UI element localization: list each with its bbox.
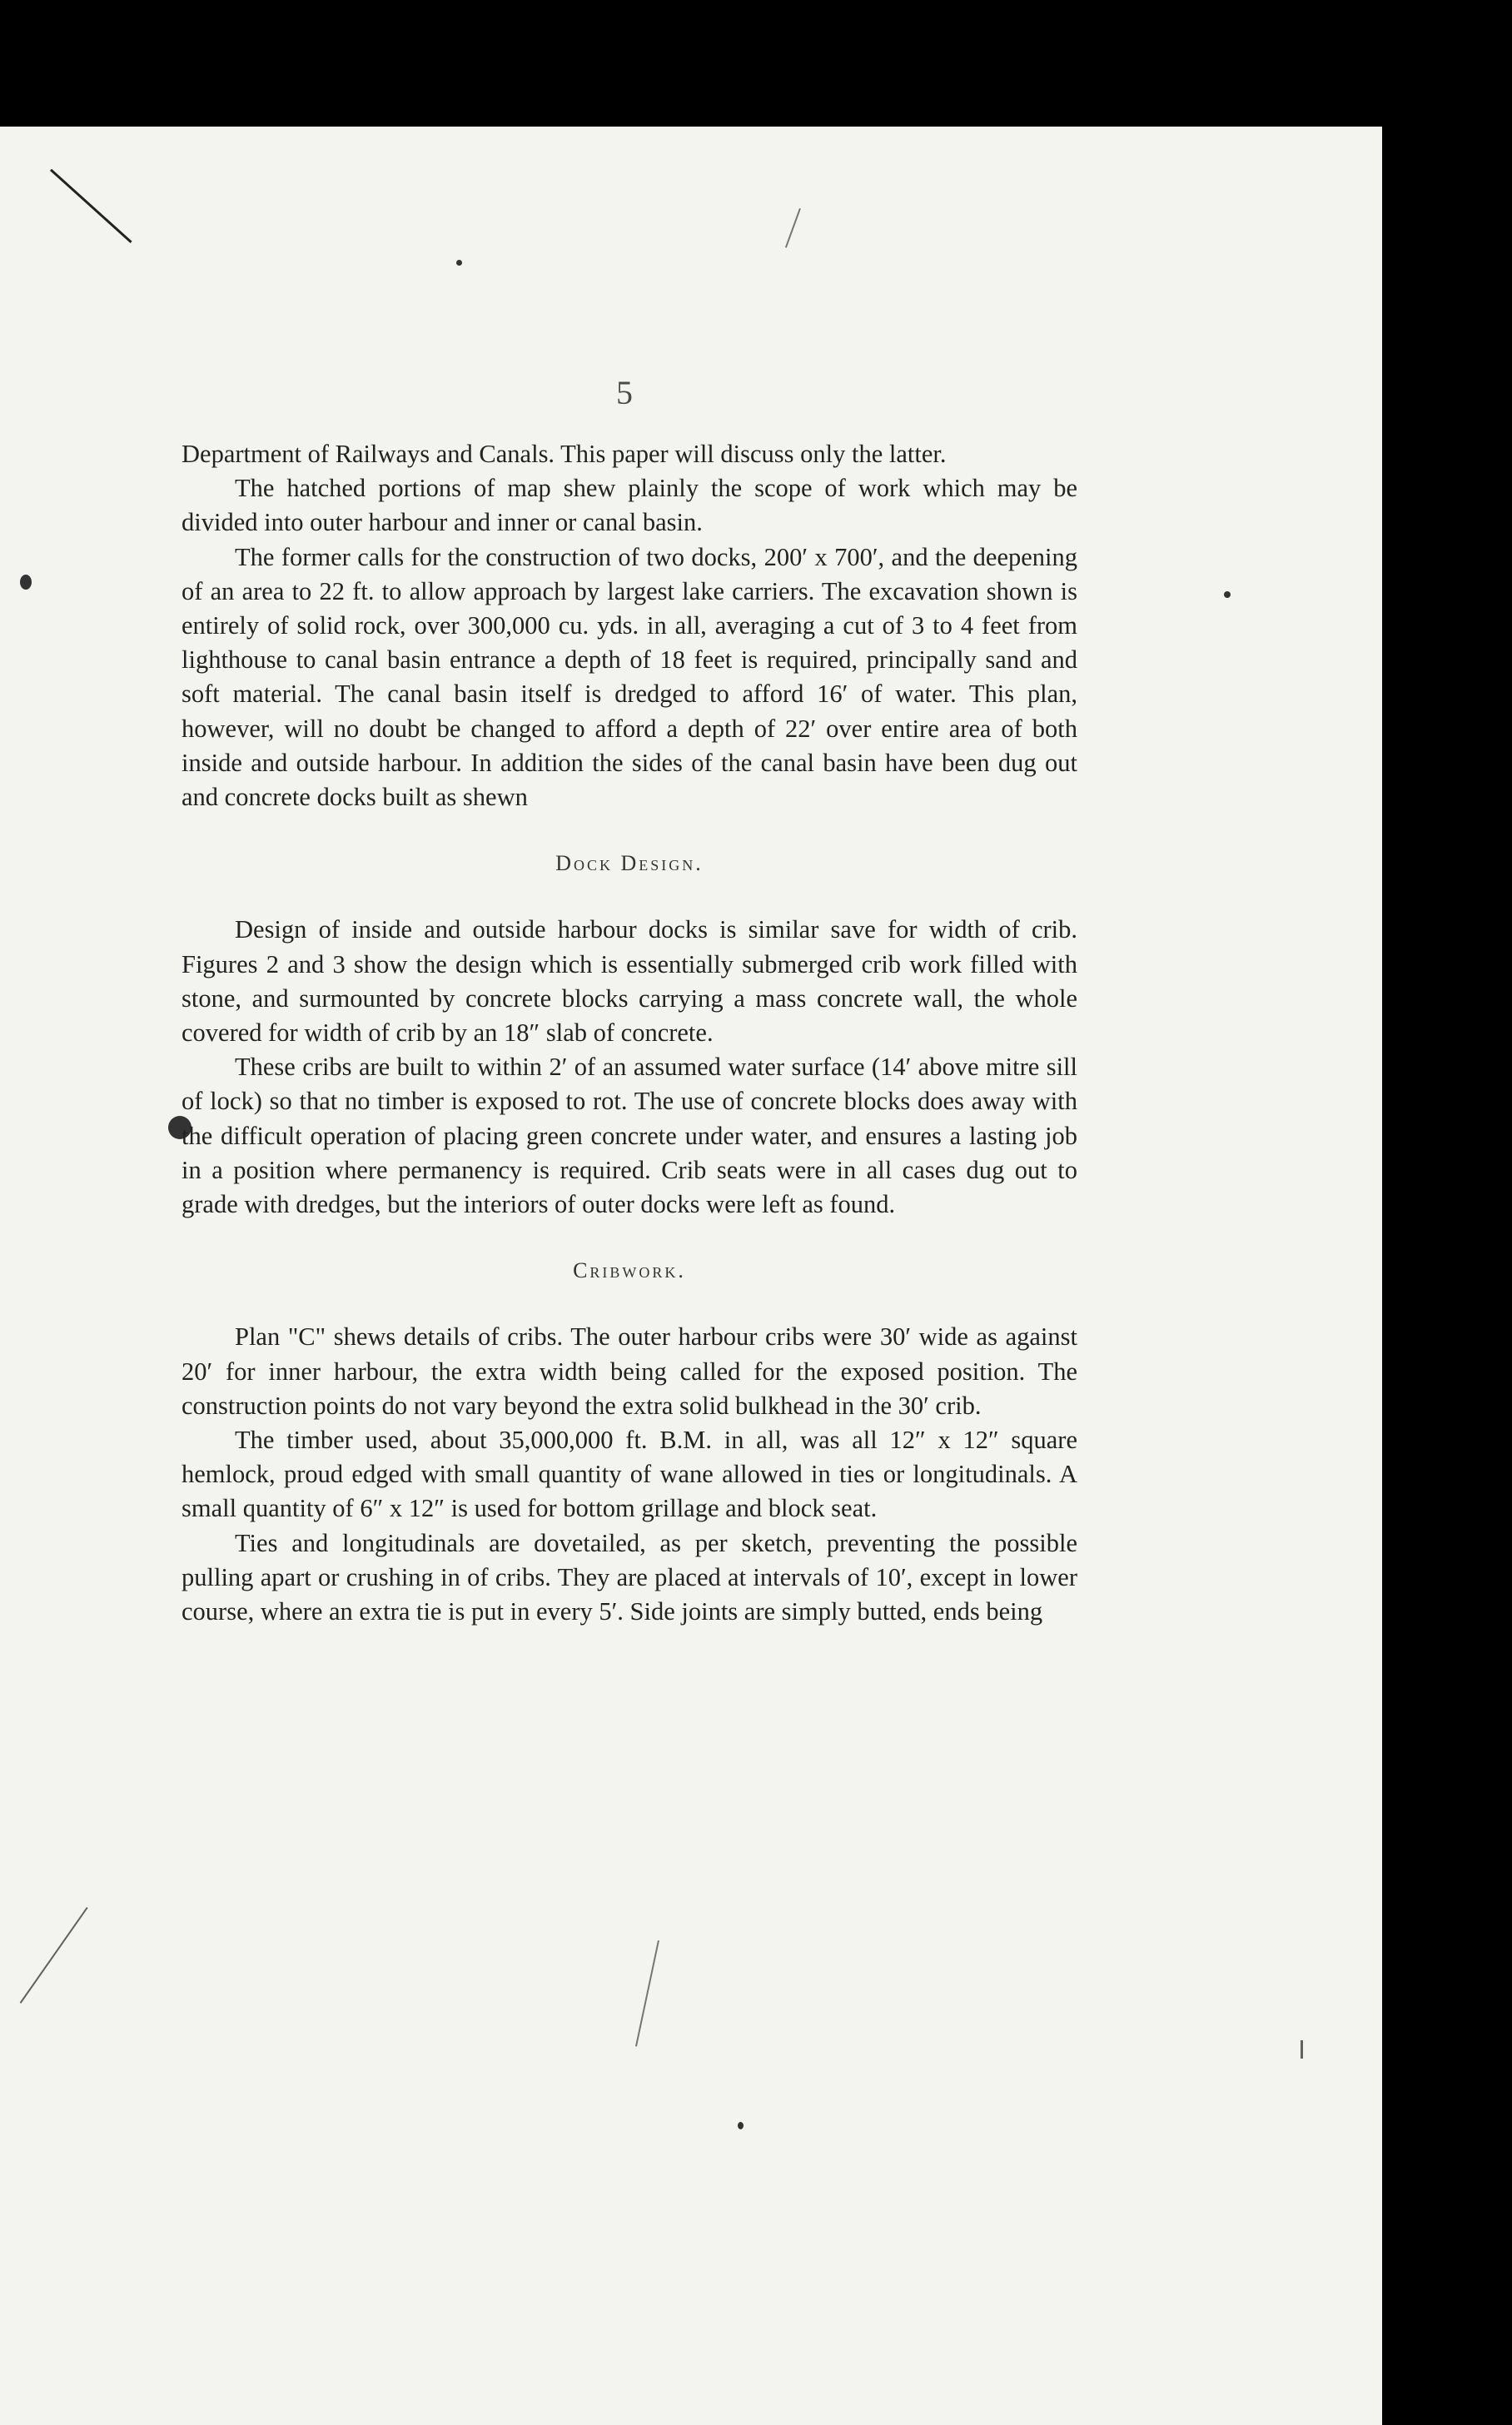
section-heading-cribwork: Cribwork. [573,1258,686,1283]
paragraph: Department of Railways and Canals. This paper will discuss only the latter. [182,440,947,468]
scan-speck-bottom [738,2122,744,2129]
paragraph: The former calls for the construction of two docks, 200′ x 700′, and the deepening of an area to 22 ft. to allow approach by largest lake carriers. The excavation shown is entirely of solid rock, over 300,000 cu. yds. in all, averaging a cut of 3 to 4 feet from lighthouse to canal basin entrance a depth of 18 feet is required, principally sand and soft material. The canal basin itself is dredged to afford 16′ of water. This plan, however, will no doubt be changed to afford a depth of 22′ over entire area of both inside and outside harbour. In addition the sides of the canal basin have been dug out and concrete docks built as shewn [182,542,1077,812]
page-number: 5 [616,374,633,411]
scan-speck-margin [20,575,32,590]
scan-mark-right-edge [1301,2040,1303,2059]
section-heading-dock-design: Dock Design. [555,851,704,876]
body-text [182,437,1077,1629]
scan-speck-top [456,260,462,266]
paragraph: The timber used, about 35,000,000 ft. B.M. in all, was all 12″ x 12″ square hemlock, proud edged with small quantity of wane allowed in ties or longitudinals. A small quantity of 6″ x 12″ is used for bottom grillage and block seat. [182,1426,1077,1523]
paragraph: Ties and longitudinals are dovetailed, as per sketch, preventing the possible pulling apart or crushing in of cribs. They are placed at intervals of 10′, except in lower course, where an extra tie is put in every 5′. Side joints are simply butted, ends being [182,1528,1077,1626]
paragraph: Plan "C" shews details of cribs. The outer harbour cribs were 30′ wide as against 20′ for inner harbour, the extra width being called for the exposed position. The construction points do not vary beyond the extra solid bulkhead in the 30′ crib. [182,1322,1077,1420]
paragraph: Design of inside and outside harbour docks is similar save for width of crib. Figures 2 and 3 show the design which is essentially submerged crib work filled with stone, and surmounted by concrete blocks carrying a mass concrete wall, the whole covered for width of crib by an 18″ slab of concrete. [182,915,1077,1048]
paragraph: These cribs are built to within 2′ of an assumed water surface (14′ above mitre sill of lock) so that no timber is exposed to rot. The use of concrete blocks does away with the difficult operation of placing green concrete under water, and ensures a lasting job in a position where permanency is required. Crib seats were in all cases dug out to grade with dredges, but the interiors of outer docks were left as found. [182,1053,1077,1219]
paragraph: The hatched portions of map shew plainly the scope of work which may be divided into outer harbour and inner or canal basin. [182,474,1077,537]
scan-speck-right [1224,591,1231,598]
